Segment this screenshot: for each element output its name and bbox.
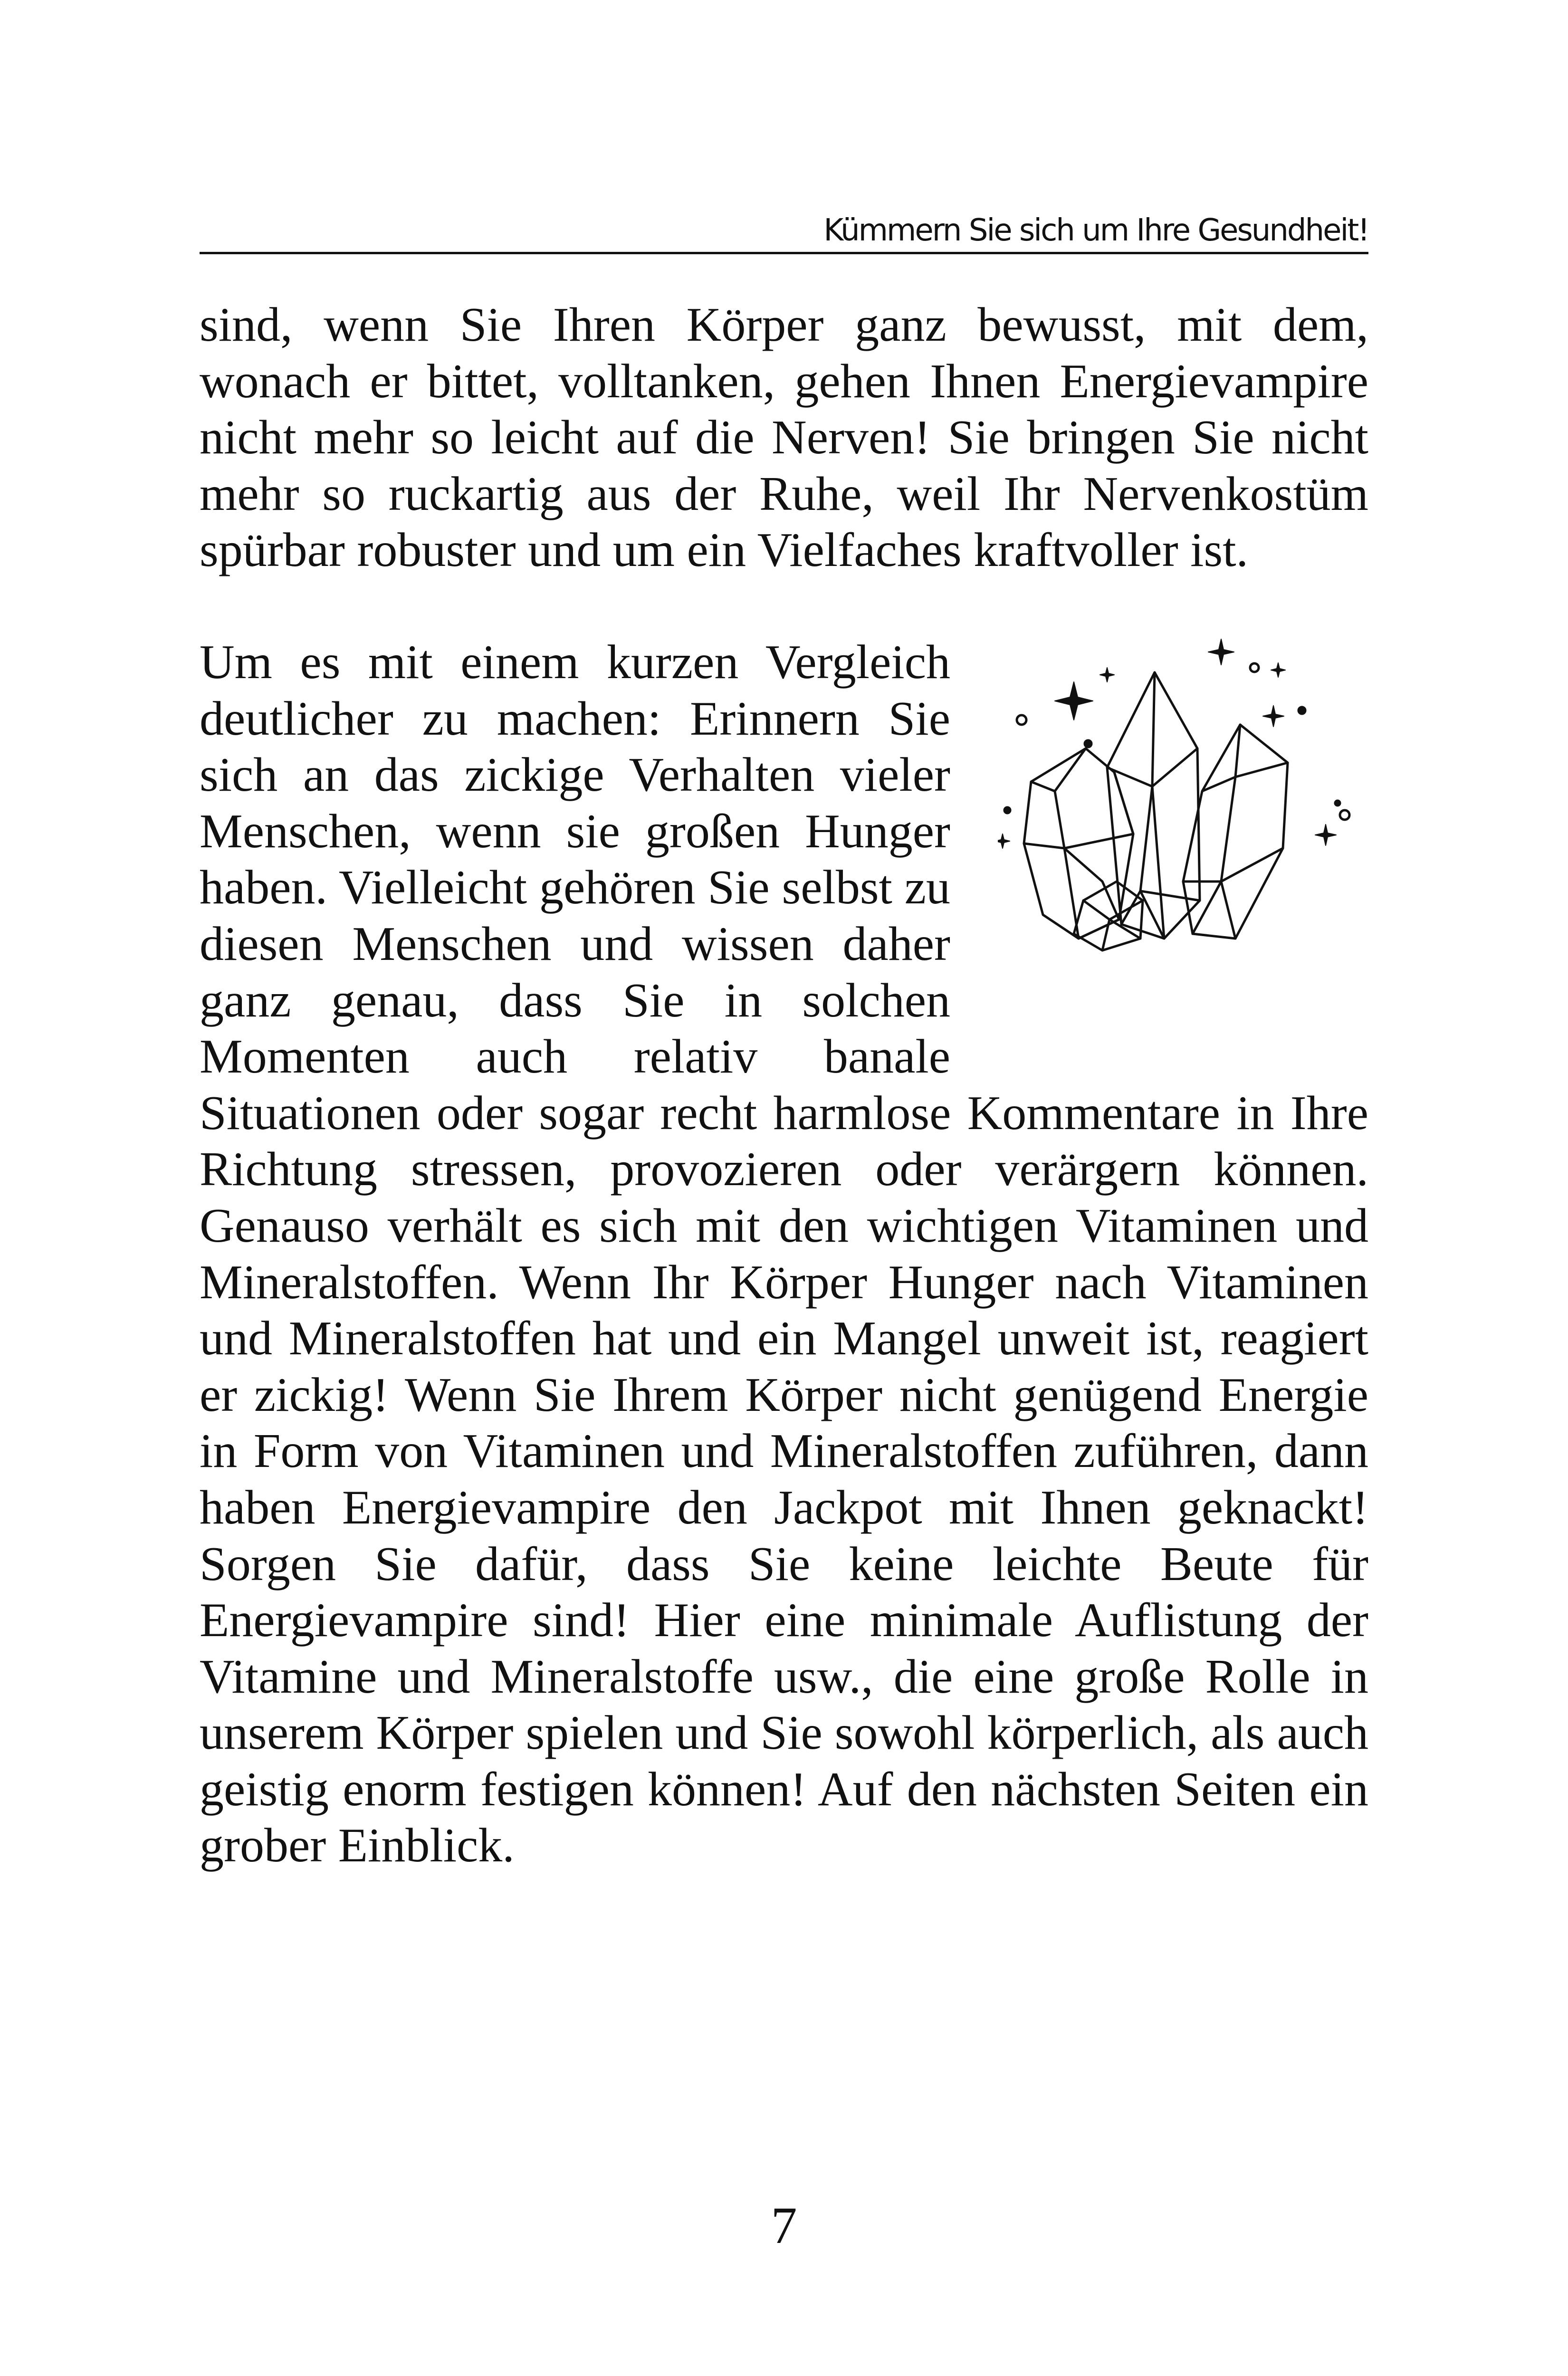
running-header — [200, 209, 1368, 254]
crystal-cluster-icon — [998, 634, 1368, 1034]
body-paragraph-1: sind, wenn Sie Ihren Körper ganz bewusst, mit dem, wonach er bittet, volltanken, gehen Ihnen Energievampire nicht mehr so leicht auf die Nerven! Sie bringen Sie nicht mehr so ruckartig aus der Ruhe, weil Ihr Nervenkostüm spürbar robuster und um ein Vielfaches kraftvoller ist. — [200, 298, 1368, 577]
page-number: 7 — [771, 2196, 797, 2254]
body-paragraph-2-container — [200, 634, 1368, 1874]
running-header-title: Kümmern Sie sich um Ihre Gesundheit! — [823, 213, 1368, 248]
body-paragraph-2: Um es mit einem kurzen Vergleich deutlicher zu machen: Erinnern Sie sich an das zickige Verhalten vieler Menschen, wenn sie großen Hunger haben. Vielleicht gehören Sie selbst zu diesen Menschen und wissen daher ganz genau, dass Sie in solchen Momenten auch relativ banale Situationen oder sogar recht harmlose Kommentare in Ihre Richtung stressen, provozieren oder verärgern können. Genauso verhält es sich mit den wichtigen Vitaminen und Mineralstoffen. Wenn Ihr Körper Hunger nach Vitaminen und Mineralstoffen hat und ein Mangel unweit ist, reagiert er zickig! Wenn Sie Ihrem Körper nicht genügend Energie in Form von Vitaminen und Mineralstoffen zuführen, dann haben Energievampire den Jackpot mit Ihnen geknackt! Sorgen Sie dafür, dass Sie keine leichte Beute für Energievampire sind! Hier eine minimale Auflistung der Vitamine und Mineralstoffe usw., die eine große Rolle in unserem Körper spielen und Sie sowohl körperlich, als auch geistig enorm festigen können! Auf den nächsten Seiten ein grober Einblick. — [200, 635, 1368, 1873]
